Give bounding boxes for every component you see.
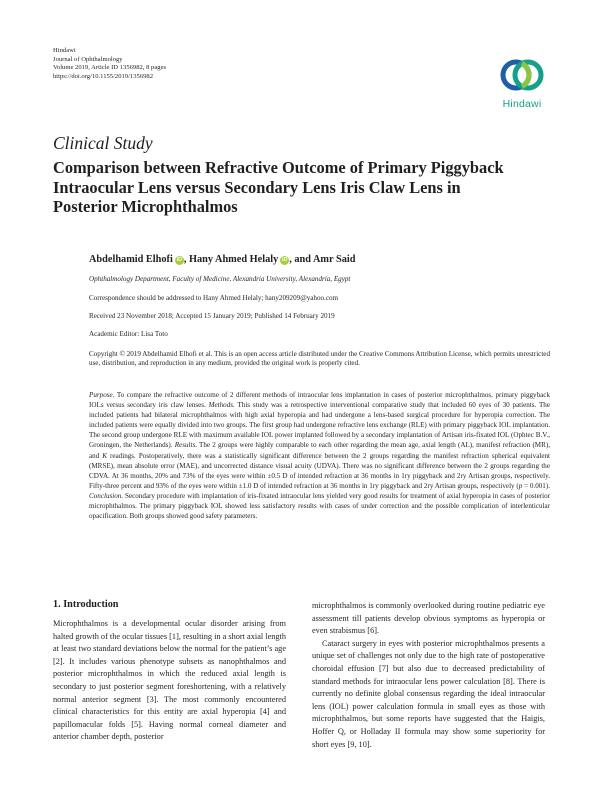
abstract-label-methods: Methods. bbox=[208, 401, 235, 410]
title-line: Comparison between Refractive Outcome of Primary Piggyback bbox=[53, 158, 504, 177]
article-category: Clinical Study bbox=[53, 133, 153, 153]
author-name[interactable]: Abdelhamid Elhofi bbox=[89, 254, 173, 265]
abstract-label-results: Results. bbox=[174, 441, 197, 450]
abstract-results: readings. Postoperatively, there was a statistically significant difference between the 2 groups regarding the manifest refraction spherical equivalent (MRSE), mean absolute error (MAE), and uncorrected distance visual acuity (UDVA). There was no significant difference between the 2 groups regarding the CDVA. At 36 months, 20% and 73% of the eyes were within ±0.5 D of intended refraction at 36 months in 1ry piggyback and 2ry Artisan groups, respectively. Fifty-three percent and 93% of the eyes were within ±1.0 D of intended refraction at 36 months in 1ry piggyback and 2ry Artisan groups, respectively ( bbox=[89, 451, 550, 490]
abstract-results: = 0.001). bbox=[522, 481, 550, 490]
abstract-results: The 2 groups were highly comparable to each other regarding the mean age, axial length (AL), manifest refraction (MR), and bbox=[89, 441, 550, 460]
body-paragraph: microphthalmos is commonly overlooked during routine pediatric eye assessment till patients develop obvious symptoms as hyperopia or even strabismus [6]. bbox=[312, 601, 545, 636]
journal-name: Journal of Ophthalmology bbox=[53, 55, 123, 63]
orcid-icon[interactable]: iD bbox=[281, 257, 288, 263]
academic-editor: Academic Editor: Lisa Toto bbox=[89, 330, 168, 338]
abstract-purpose: To compare the refractive outcome of 2 different methods of intraocular lens implantation in cases of posterior microphthalmos, primary piggyback IOLs versus secondary iris claw lenses. bbox=[89, 391, 550, 410]
author-separator: , bbox=[183, 254, 189, 265]
publication-dates: Received 23 November 2018; Accepted 15 January 2019; Published 14 February 2019 bbox=[89, 312, 335, 320]
hindawi-logo-text: Hindawi bbox=[502, 98, 542, 110]
body-paragraph: Microphthalmos is a developmental ocular disorder arising from halted growth of the ocular tissues [1], resulting in a short axial length at least two standard deviations below the normal for the patient’s age [2]. It includes various phenotype subsets as nanophthalmos and posterior microphthalmos in which the reduced axial length is secondary to just posterior segment foreshortening, with a relatively normal anterior segment [3]. The most commonly encountered clinical characteristics for this entity are axial hyperopia [4] and papillomacular folds [5]. Having normal corneal diameter and anterior chamber depth, posterior bbox=[53, 619, 286, 742]
author-name[interactable]: Hany Ahmed Helaly bbox=[188, 254, 279, 265]
abstract-methods: This study was a retrospective interventional comparative study that included 60 eyes of 30 patients. The included patients had bilateral microphthalmos with high axial hyperopia and had undergone a lens-based surgical procedure for hyperopia correction. The included patients were equally divided into two groups. The first group had undergone refractive lens exchange (RLE) with primary piggyback IOL implantation. The second group undergone RLE with maximum available IOL power implanted followed by a secondary implantation of Artisan iris-fixated IOL (Ophtec B.V., Groningen, the Netherlands). bbox=[89, 401, 550, 450]
publisher-name: Hindawi bbox=[53, 47, 76, 54]
article-title bbox=[53, 158, 573, 217]
affiliation: Ophthalmology Department, Faculty of Medicine, Alexandria University, Alexandria, Egypt bbox=[89, 275, 351, 283]
copyright-notice: Copyright © 2019 Abdelhamid Elhofi et al. This is an open access article distributed under the Creative Commons Attribution License, which permits unrestricted use, distribution, and reproduction in any medium, provided the original work is properly cited. bbox=[89, 350, 550, 368]
abstract-label-conclusion: Conclusion. bbox=[89, 491, 124, 500]
journal-header bbox=[53, 47, 166, 81]
orcid-icon[interactable]: iD bbox=[176, 257, 183, 263]
body-paragraph: Cataract surgery in eyes with posterior microphthalmos presents a unique set of challenges not only due to the high rate of postoperative choroidal effusion [7] but also due to decreased predictability of standard methods for intraocular lens power calculation [8]. There is currently no definite global consensus regarding the ideal intraocular lens (IOL) power calculation formula in small eyes as those with microphthalmos, but some reports have suggested that the Haigis, Hoffer Q, or Holladay II formula may show some superiority for short eyes [9, 10]. bbox=[312, 638, 545, 749]
section-heading: 1. Introduction bbox=[53, 599, 119, 610]
body-column-left bbox=[53, 618, 286, 744]
abstract-conclusion: Secondary procedure with implantation of iris-fixated intraocular lens yielded very good results for treatment of axial hyperopia in cases of posterior microphthalmos. The primary piggyback IOL showed less satisfactory results with cases of under correction and the possible complication of interlenticular opacification. Both groups showed good safety parameters. bbox=[89, 491, 550, 521]
abstract-k-symbol: K bbox=[102, 451, 107, 460]
body-column-right bbox=[312, 600, 545, 751]
title-line: Posterior Microphthalmos bbox=[53, 197, 238, 217]
volume-info: Volume 2019, Article ID 1356982, 8 pages bbox=[53, 64, 167, 72]
doi-link[interactable]: https://doi.org/10.1155/2019/1356982 bbox=[53, 72, 154, 80]
correspondence: Correspondence should be addressed to Hany Ahmed Helaly; hany209209@yahoo.com bbox=[89, 294, 339, 302]
abstract-label-purpose: Purpose. bbox=[89, 391, 115, 399]
author-list bbox=[89, 254, 355, 265]
abstract bbox=[89, 390, 550, 521]
abstract-p-symbol: p bbox=[518, 481, 523, 490]
title-line: Intraocular Lens versus Secondary Lens Iris Claw Lens in bbox=[53, 177, 461, 197]
author-name[interactable]: Amr Said bbox=[313, 254, 356, 265]
author-separator: , and bbox=[289, 254, 313, 265]
